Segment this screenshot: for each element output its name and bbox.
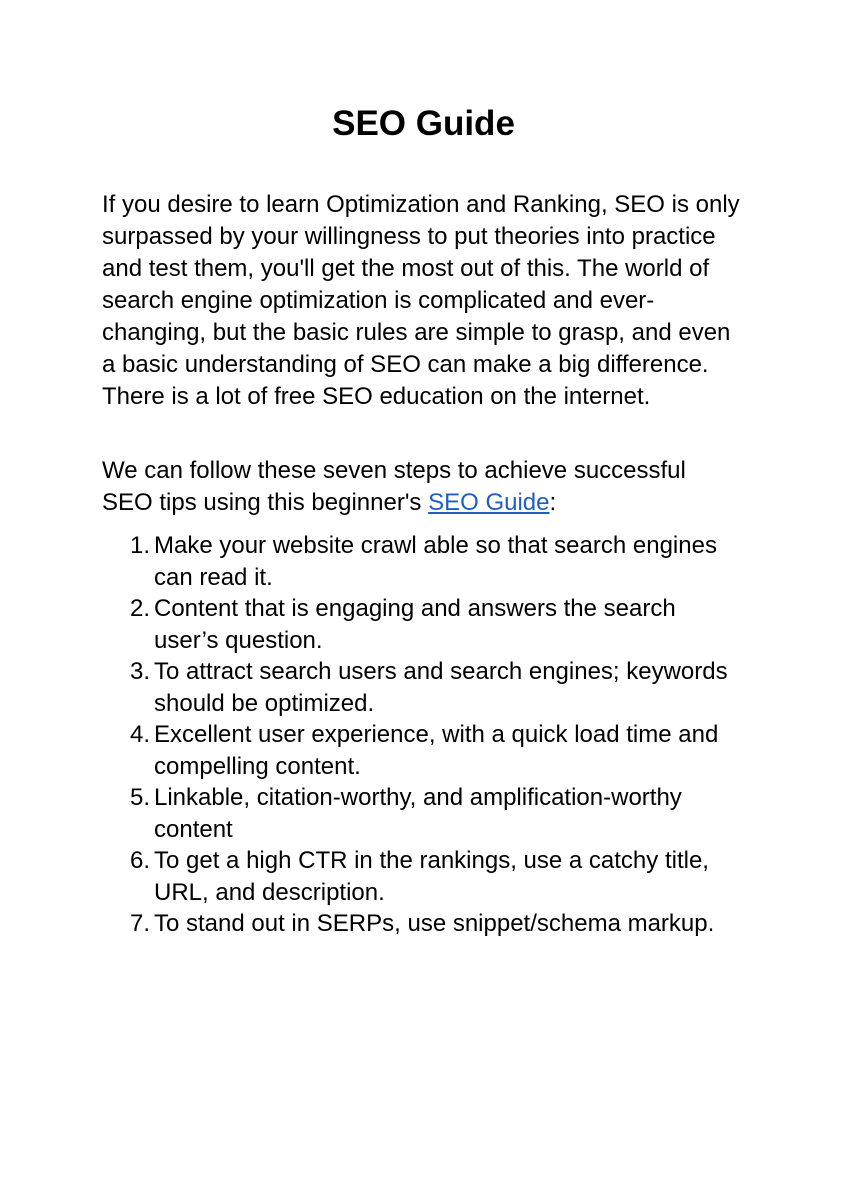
list-item-text: Content that is engaging and answers the search user’s question. (154, 595, 676, 654)
steps-intro-paragraph (102, 455, 742, 519)
list-item-text: To stand out in SERPs, use snippet/schema markup. (154, 910, 715, 937)
seo-guide-link[interactable]: SEO Guide (428, 489, 550, 516)
list-item-text: To attract search users and search engines; keywords should be optimized. (154, 658, 728, 717)
intro-paragraph: If you desire to learn Optimization and Ranking, SEO is only surpassed by your willingness to put theories into practice and test them, you'll get the most out of this. The world of search engine optimization is complicated and ever-changing, but the basic rules are simple to grasp, and even a basic understanding of SEO can make a big difference. There is a lot of free SEO education on the internet. (102, 191, 740, 410)
steps-intro-text: We can follow these seven steps to achieve successful SEO tips using this beginner's (102, 457, 686, 516)
list-item-number: 1. (129, 532, 150, 559)
page-title: SEO Guide (332, 104, 515, 143)
list-item-number: 6. (129, 847, 150, 874)
list-item (102, 782, 742, 845)
list-item-number: 5. (129, 784, 150, 811)
list-item (102, 530, 742, 593)
list-item (102, 908, 742, 940)
list-item-text: Linkable, citation-worthy, and amplification-worthy content (154, 784, 682, 843)
list-item-number: 7. (129, 910, 150, 937)
list-item-number: 4. (129, 721, 150, 748)
list-item-number: 2. (129, 595, 150, 622)
list-item (102, 593, 742, 656)
list-item-text: To get a high CTR in the rankings, use a catchy title, URL, and description. (154, 847, 709, 906)
list-item (102, 656, 742, 719)
list-item-text: Make your website crawl able so that search engines can read it. (154, 532, 717, 591)
list-item-text: Excellent user experience, with a quick load time and compelling content. (154, 721, 719, 780)
list-item (102, 845, 742, 908)
steps-list (102, 530, 742, 940)
list-item-number: 3. (129, 658, 150, 685)
list-item (102, 719, 742, 782)
steps-intro-colon: : (549, 489, 557, 516)
